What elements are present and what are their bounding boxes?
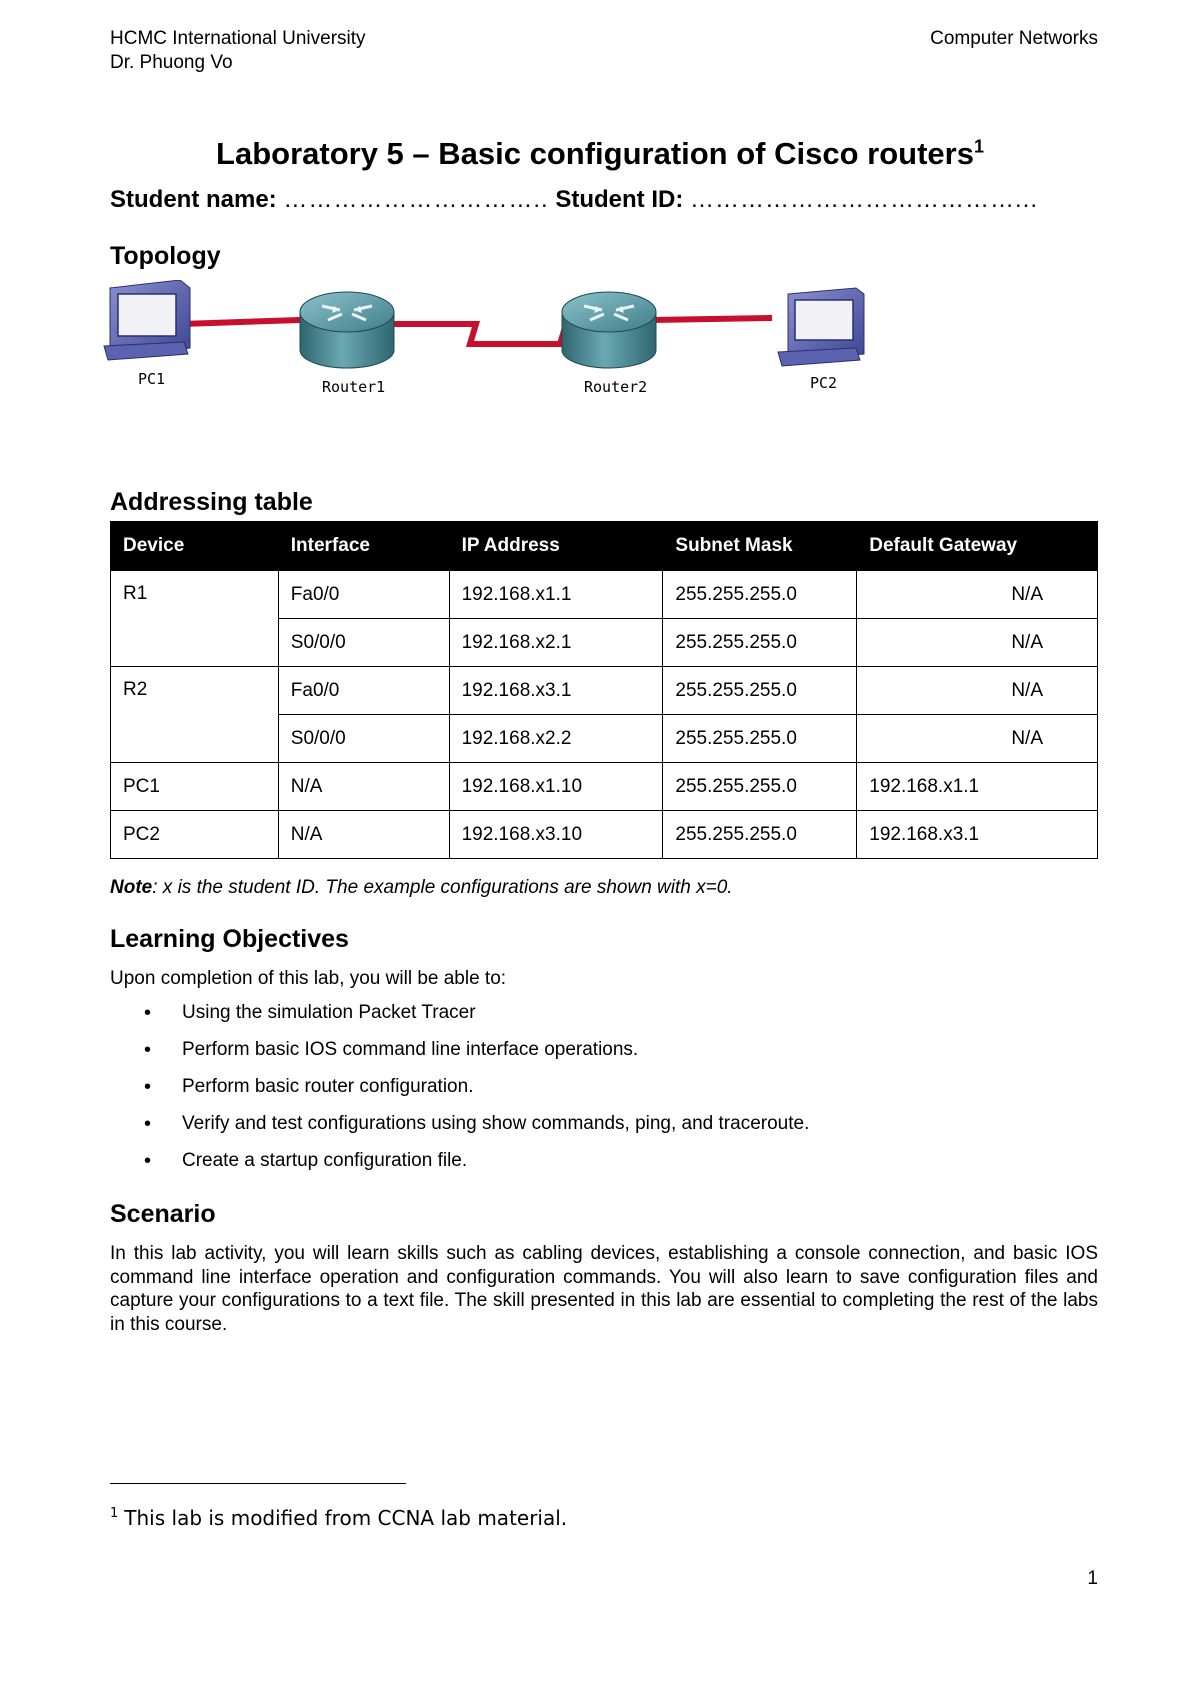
link-pc1-router1	[182, 320, 300, 324]
table-row	[111, 763, 1098, 811]
cell-gateway: N/A	[857, 571, 1098, 619]
objectives-heading: Learning Objectives	[110, 925, 349, 953]
title-footnote-marker: 1	[973, 136, 984, 157]
cell-device: R2	[111, 667, 279, 763]
cell-mask: 255.255.255.0	[663, 763, 857, 811]
col-default-gateway: Default Gateway	[857, 522, 1098, 571]
cell-gateway: 192.168.x3.1	[857, 811, 1098, 859]
pc2-label: PC2	[810, 374, 838, 392]
list-item: • Perform basic IOS command line interface operations.	[110, 1037, 809, 1074]
router1-label: Router1	[322, 378, 386, 396]
footnote-text: This lab is modified from CCNA lab material.	[124, 1506, 568, 1530]
footnote	[110, 1506, 567, 1530]
addressing-heading: Addressing table	[110, 488, 313, 516]
table-header-row	[111, 522, 1098, 571]
cell-interface: Fa0/0	[278, 571, 449, 619]
list-item: • Using the simulation Packet Tracer	[110, 1000, 809, 1037]
pc1-icon	[104, 280, 190, 360]
objectives-list	[110, 1000, 809, 1185]
cell-ip: 192.168.x2.1	[449, 619, 663, 667]
note-text: : x is the student ID. The example configurations are shown with x=0.	[152, 877, 733, 898]
cell-gateway: N/A	[857, 715, 1098, 763]
page-number: 1	[1087, 1568, 1098, 1589]
title-text: Laboratory 5 – Basic configuration of Cisco routers	[216, 136, 974, 171]
cell-mask: 255.255.255.0	[663, 715, 857, 763]
cell-ip: 192.168.x2.2	[449, 715, 663, 763]
scenario-heading: Scenario	[110, 1200, 216, 1228]
header-institution: HCMC International University	[110, 28, 366, 49]
table-row	[111, 571, 1098, 619]
cell-device: PC2	[111, 811, 279, 859]
cell-gateway: N/A	[857, 619, 1098, 667]
cell-gateway: N/A	[857, 667, 1098, 715]
col-ip-address: IP Address	[449, 522, 663, 571]
list-item: • Verify and test configurations using show commands, ping, and traceroute.	[110, 1111, 809, 1148]
list-item: • Perform basic router configuration.	[110, 1074, 809, 1111]
student-name-label: Student name:	[110, 186, 284, 213]
cell-mask: 255.255.255.0	[663, 571, 857, 619]
col-interface: Interface	[278, 522, 449, 571]
cell-interface: N/A	[278, 763, 449, 811]
header-author: Dr. Phuong Vo	[110, 52, 233, 73]
col-subnet-mask: Subnet Mask	[663, 522, 857, 571]
pc1-label: PC1	[138, 370, 166, 388]
link-router1-router2-serial	[380, 324, 572, 344]
cell-interface: Fa0/0	[278, 667, 449, 715]
table-row	[111, 667, 1098, 715]
footnote-marker: 1	[110, 1506, 119, 1522]
cell-gateway: 192.168.x1.1	[857, 763, 1098, 811]
cell-ip: 192.168.x1.10	[449, 763, 663, 811]
addressing-table	[110, 521, 1098, 859]
table-note	[110, 877, 733, 899]
col-device: Device	[111, 522, 279, 571]
student-id-label: Student ID:	[548, 186, 691, 213]
cell-ip: 192.168.x3.1	[449, 667, 663, 715]
student-line	[110, 186, 1038, 214]
scenario-text: In this lab activity, you will learn skills such as cabling devices, establishing a console connection, and basic IOS command line interface operation and configuration commands. You will also learn to save configuration files and capture your configurations to a text file. The skill presented in this lab are essential to completing the rest of the labs in this course.	[110, 1243, 1098, 1335]
cell-mask: 255.255.255.0	[663, 619, 857, 667]
cell-mask: 255.255.255.0	[663, 811, 857, 859]
cell-ip: 192.168.x1.1	[449, 571, 663, 619]
router2-icon	[562, 292, 656, 368]
router1-icon	[300, 292, 394, 368]
cell-interface: S0/0/0	[278, 619, 449, 667]
cell-interface: S0/0/0	[278, 715, 449, 763]
objectives-intro: Upon completion of this lab, you will be able to:	[110, 968, 507, 989]
note-label: Note	[110, 877, 153, 898]
link-router2-pc2	[652, 318, 772, 320]
header-course: Computer Networks	[930, 28, 1098, 49]
cell-device: PC1	[111, 763, 279, 811]
student-name-blank: …………………………..	[283, 186, 549, 213]
cell-mask: 255.255.255.0	[663, 667, 857, 715]
table-row	[111, 811, 1098, 859]
cell-ip: 192.168.x3.10	[449, 811, 663, 859]
cell-device: R1	[111, 571, 279, 667]
topology-diagram	[100, 280, 1000, 440]
router2-label: Router2	[584, 378, 648, 396]
list-item: • Create a startup configuration file.	[110, 1148, 809, 1185]
footnote-divider	[110, 1483, 406, 1484]
cell-interface: N/A	[278, 811, 449, 859]
student-id-blank: …………………………………...	[690, 186, 1039, 213]
pc2-icon	[778, 288, 864, 366]
topology-heading: Topology	[110, 242, 221, 270]
page-title	[0, 136, 1200, 172]
